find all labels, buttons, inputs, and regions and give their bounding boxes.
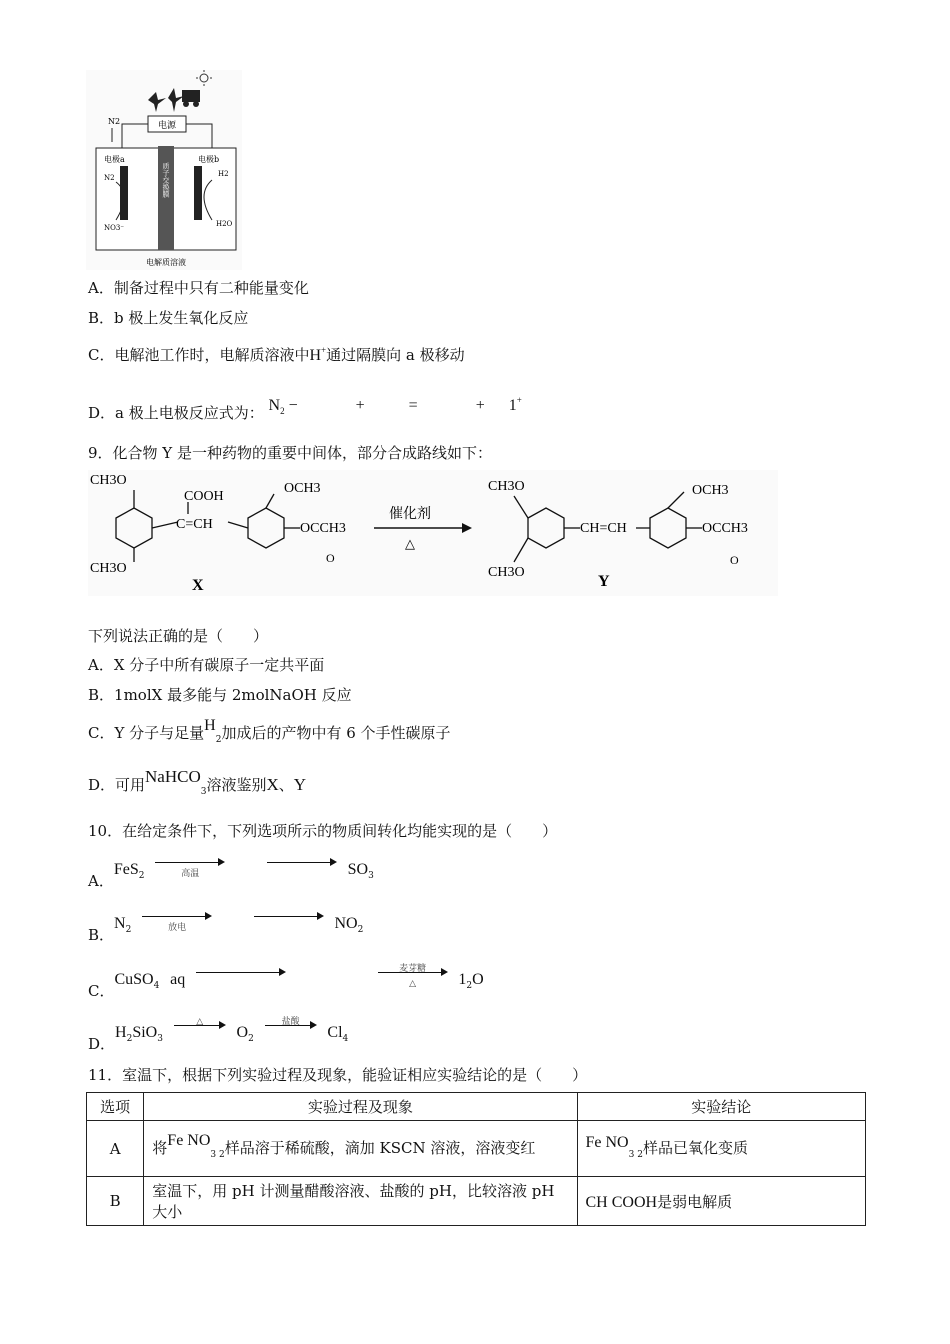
q9-option-b: B．1molX 最多能与 2molNaOH 反应 xyxy=(88,686,352,704)
power-label: 电源 xyxy=(157,121,177,131)
electrolyte-label: 电解质溶液 xyxy=(146,258,186,267)
reaction-arrow xyxy=(267,852,337,870)
y-ch3o-bottom: CH3O xyxy=(488,565,525,580)
row-a-conclusion: Fe $NO_{3 2}$样品已氧化变质 xyxy=(577,1121,866,1177)
y-carbonyl-o: O xyxy=(730,553,739,567)
proton-formula: H+ xyxy=(309,345,327,364)
header-option: 选项 xyxy=(87,1093,144,1121)
q8-option-a: A．制备过程中只有二种能量变化 xyxy=(88,279,309,297)
table-header-row xyxy=(87,1093,866,1121)
q9-option-a: A．X 分子中所有碳原子一定共平面 xyxy=(88,656,325,674)
sun-icon xyxy=(196,70,212,86)
q10-stem: 10．在给定条件下，下列选项所示的物质间转化均能实现的是（ ） xyxy=(88,822,558,840)
x-ch3o-bottom: CH3O xyxy=(90,561,127,576)
reaction-arrow: △ xyxy=(174,1015,226,1033)
synthesis-scheme xyxy=(88,470,778,596)
q9-option-c: C．Y 分子与足量$H_2$加成后的产物中有 6 个手性碳原子 xyxy=(88,717,451,745)
y-ococh3: OCCH3 xyxy=(702,521,748,536)
x-carbonyl-o: O xyxy=(326,551,335,565)
q10-option-a: A．FeS$_2$ 高温 $SO_3$ xyxy=(88,852,374,886)
x-ch3o-top: CH3O xyxy=(90,473,127,488)
row-b-conclusion: CH COOH是弱电解质 xyxy=(577,1177,866,1226)
reaction-arrow: 盐酸 xyxy=(265,1015,317,1033)
no3-label: NO3⁻ xyxy=(104,224,125,232)
row-b-option: B xyxy=(87,1177,144,1226)
heat-label: △ xyxy=(405,536,415,551)
row-a-option: A xyxy=(87,1121,144,1177)
n2-left-label: N2 xyxy=(104,174,115,182)
header-conclusion: 实验结论 xyxy=(577,1093,866,1121)
electrode-a-label: 电极a xyxy=(104,155,125,164)
y-ch-eq-ch: CH=CH xyxy=(580,521,627,536)
q10-option-b: B．$N_2$ 放电 $NO_2$ xyxy=(88,906,363,940)
label-y: Y xyxy=(598,573,610,590)
x-ococh3: OCCH3 xyxy=(300,521,346,536)
y-och3: OCH3 xyxy=(692,483,729,498)
q9-option-d: D．可用NaHCO$_3$溶液鉴别X、Y xyxy=(88,767,307,797)
wind-turbine-icon xyxy=(148,88,200,112)
reaction-arrow: 麦芽糖 △ xyxy=(378,962,448,980)
row-b-procedure: 室温下，用 pH 计测量醋酸溶液、盐酸的 pH，比较溶液 pH 大小 xyxy=(144,1177,577,1226)
reaction-arrow xyxy=(254,906,324,924)
label-x: X xyxy=(192,577,204,594)
membrane-label: 质子交换膜 xyxy=(162,162,170,198)
x-och3: OCH3 xyxy=(284,481,321,496)
catalyst-label: 催化剂 xyxy=(389,506,431,522)
q10-option-c: C．CuSO$_4$ aq 麦芽糖 △ $1_2O$ xyxy=(88,964,484,1000)
header-procedure: 实验过程及现象 xyxy=(144,1093,577,1121)
reaction-arrow xyxy=(196,962,286,980)
electrode-b-label: 电极b xyxy=(198,155,220,164)
h2-label: H2 xyxy=(218,170,229,178)
q8-option-b: B．b 极上发生氧化反应 xyxy=(88,309,249,327)
n2-inlet-label: N2 xyxy=(108,117,121,126)
table-row xyxy=(87,1121,866,1177)
reaction-arrow: 放电 xyxy=(142,906,212,924)
table-row xyxy=(87,1177,866,1226)
experiment-table xyxy=(86,1092,866,1226)
q9-stem: 9．化合物 Y 是一种药物的重要中间体，部分合成路线如下： xyxy=(88,444,492,462)
y-ch3o-top: CH3O xyxy=(488,479,525,494)
h2o-label: H2O xyxy=(216,220,233,228)
reaction-arrow: 高温 xyxy=(155,852,225,870)
electrolysis-diagram xyxy=(86,70,242,270)
row-a-procedure: 将Fe $NO_{3 2}$样品溶于稀硫酸，滴加 KSCN 溶液，溶液变红 xyxy=(144,1121,577,1177)
x-c-eq-ch: C=CH xyxy=(176,517,213,532)
q8-option-d: D．a 极上电极反应式为： $N_2$ − + = + 1+ xyxy=(88,395,522,422)
q10-option-d: D．$H_2SiO_3$ △ $O_2$ 盐酸 $Cl_4$ xyxy=(88,1017,349,1053)
q9-question: 下列说法正确的是（ ） xyxy=(88,627,269,645)
electrode-equation: $N_2$ − + = + 1+ xyxy=(268,395,522,416)
x-cooh: COOH xyxy=(184,489,224,504)
q11-stem: 11．室温下，根据下列实验过程及现象，能验证相应实验结论的是（ ） xyxy=(88,1066,588,1084)
q8-option-c: C．电解池工作时，电解质溶液中H+通过隔膜向 a 极移动 xyxy=(88,345,465,364)
